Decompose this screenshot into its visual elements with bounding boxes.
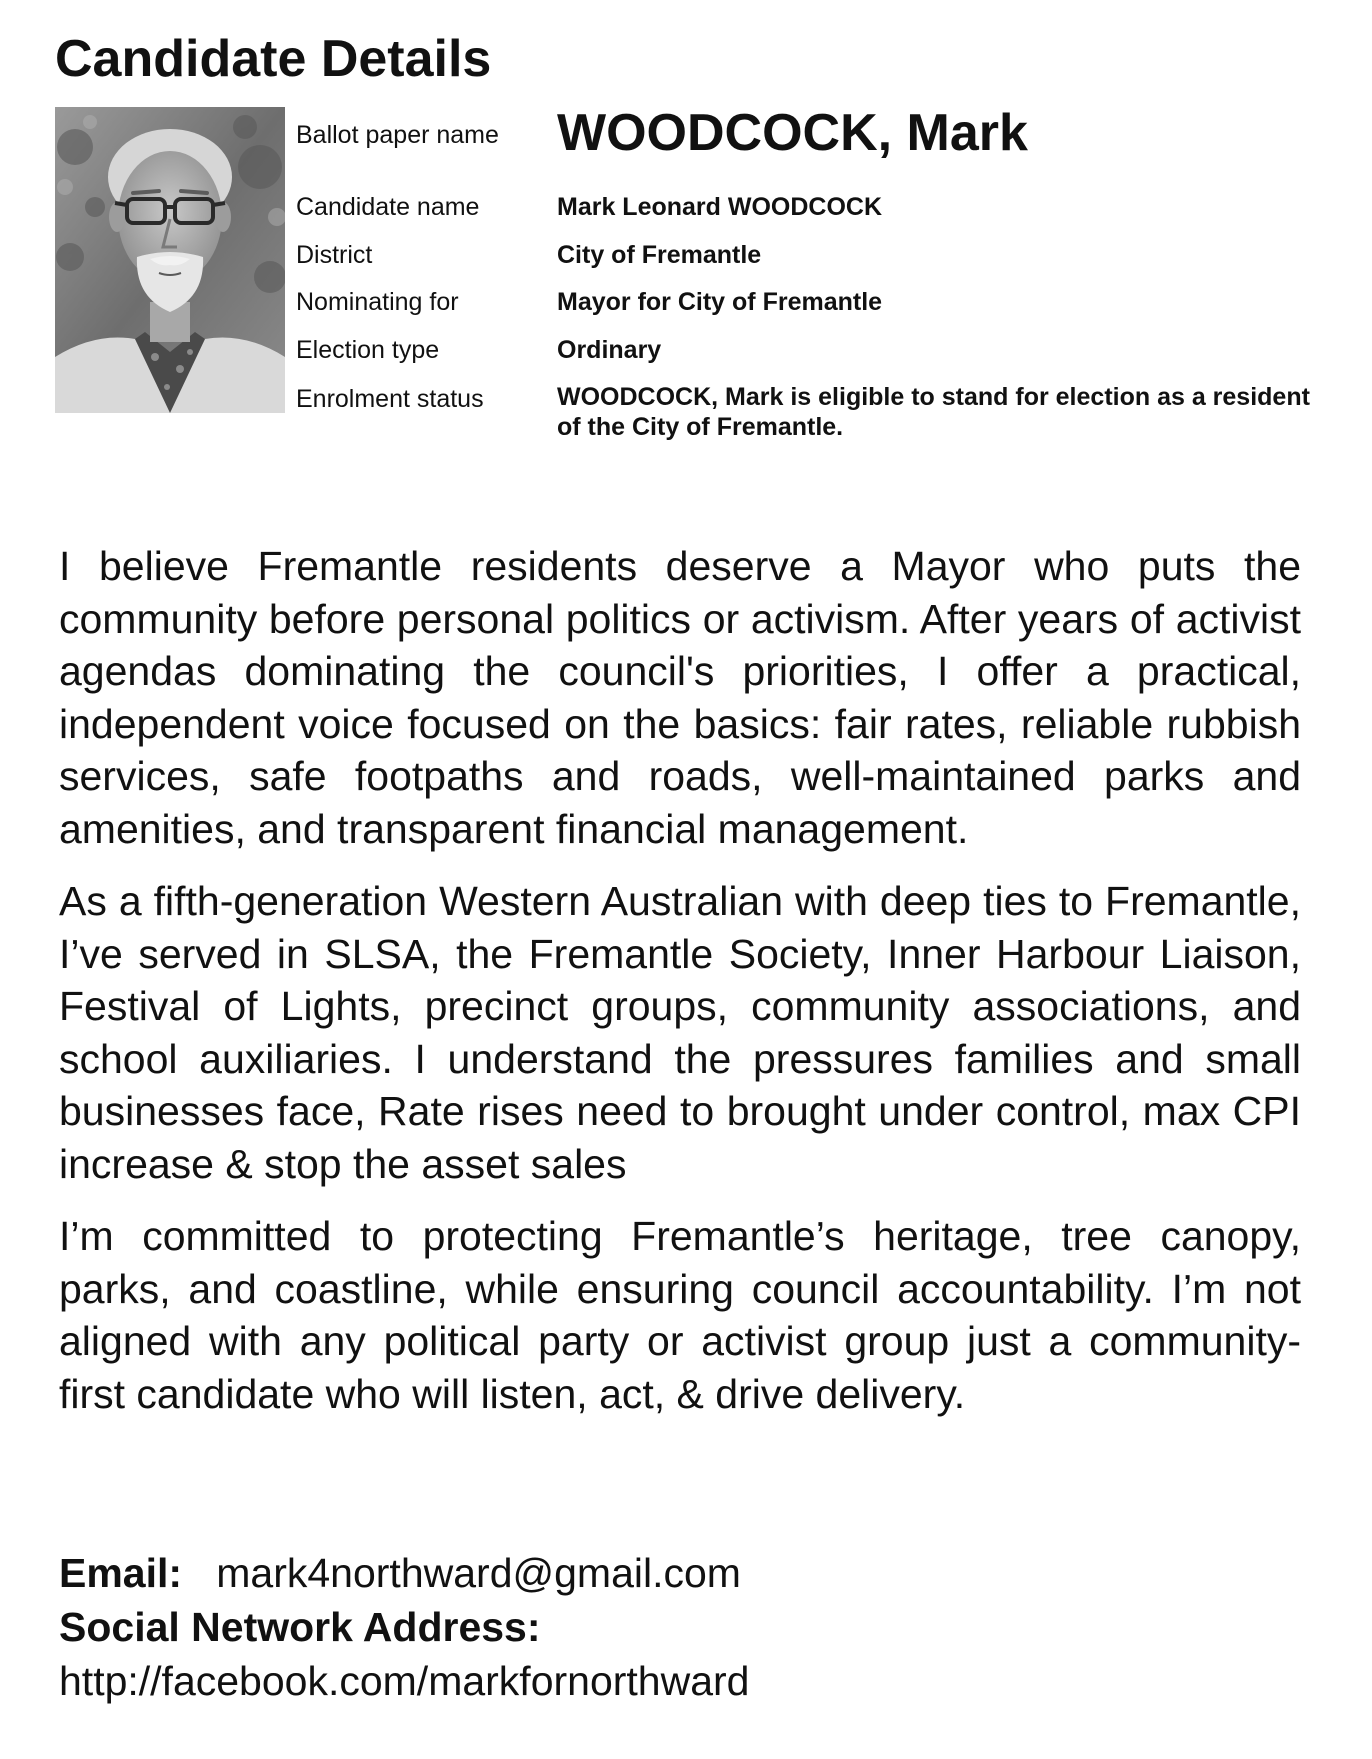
email-line xyxy=(59,1546,1301,1600)
candidate-statement xyxy=(59,540,1301,1440)
statement-paragraph-3: I’m committed to protecting Fremantle’s heritage, tree canopy, parks, and coastline, while ensuring council accountability. I’m not aligned with any political party or activist group just a community-first candidate who will listen, act, & drive delivery. xyxy=(59,1213,1301,1417)
email-value[interactable]: mark4northward@gmail.com xyxy=(216,1550,741,1596)
nominating-for-label: Nominating for xyxy=(296,288,459,316)
candidate-portrait-image xyxy=(55,107,285,413)
email-label: Email: xyxy=(59,1550,183,1596)
election-type-value: Ordinary xyxy=(557,336,662,364)
statement-paragraph-2: As a fifth-generation Western Australian with deep ties to Fremantle, I’ve served in SLSA, the Fremantle Society, Inner Harbour Liaison, Festival of Lights, precinct groups, community associations, and school auxiliaries. I understand the pressures families and small businesses face, Rate rises need to brought under control, max CPI increase & stop the asset sales xyxy=(59,878,1301,1187)
candidate-photo xyxy=(55,107,285,413)
candidate-name-label: Candidate name xyxy=(296,193,480,221)
candidate-name-value: Mark Leonard WOODCOCK xyxy=(557,193,883,221)
social-network-value[interactable]: http://facebook.com/markfornorthward xyxy=(59,1658,750,1704)
enrolment-status-value: WOODCOCK, Mark is eligible to stand for election as a resident of the City of Fremantle. xyxy=(557,383,1310,441)
contact-details xyxy=(59,1546,1301,1708)
district-label: District xyxy=(296,241,373,269)
enrolment-status-label: Enrolment status xyxy=(296,385,484,413)
election-type-label: Election type xyxy=(296,336,440,364)
nominating-for-value: Mayor for City of Fremantle xyxy=(557,288,883,316)
ballot-paper-name-row xyxy=(296,104,1336,182)
page-title: Candidate Details xyxy=(55,30,492,88)
ballot-paper-name-value: WOODCOCK, Mark xyxy=(557,104,1028,162)
district-value: City of Fremantle xyxy=(557,241,762,269)
ballot-paper-name-label: Ballot paper name xyxy=(296,121,499,149)
social-network-label: Social Network Address: xyxy=(59,1604,541,1650)
statement-paragraph-1: I believe Fremantle residents deserve a Mayor who puts the community before personal politics or activism. After years of activist agendas dominating the council's priorities, I offer a practical, independent voice focused on the basics: fair rates, reliable rubbish services, safe footpaths and roads, well-maintained parks and amenities, and transparent financial management. xyxy=(59,543,1301,852)
